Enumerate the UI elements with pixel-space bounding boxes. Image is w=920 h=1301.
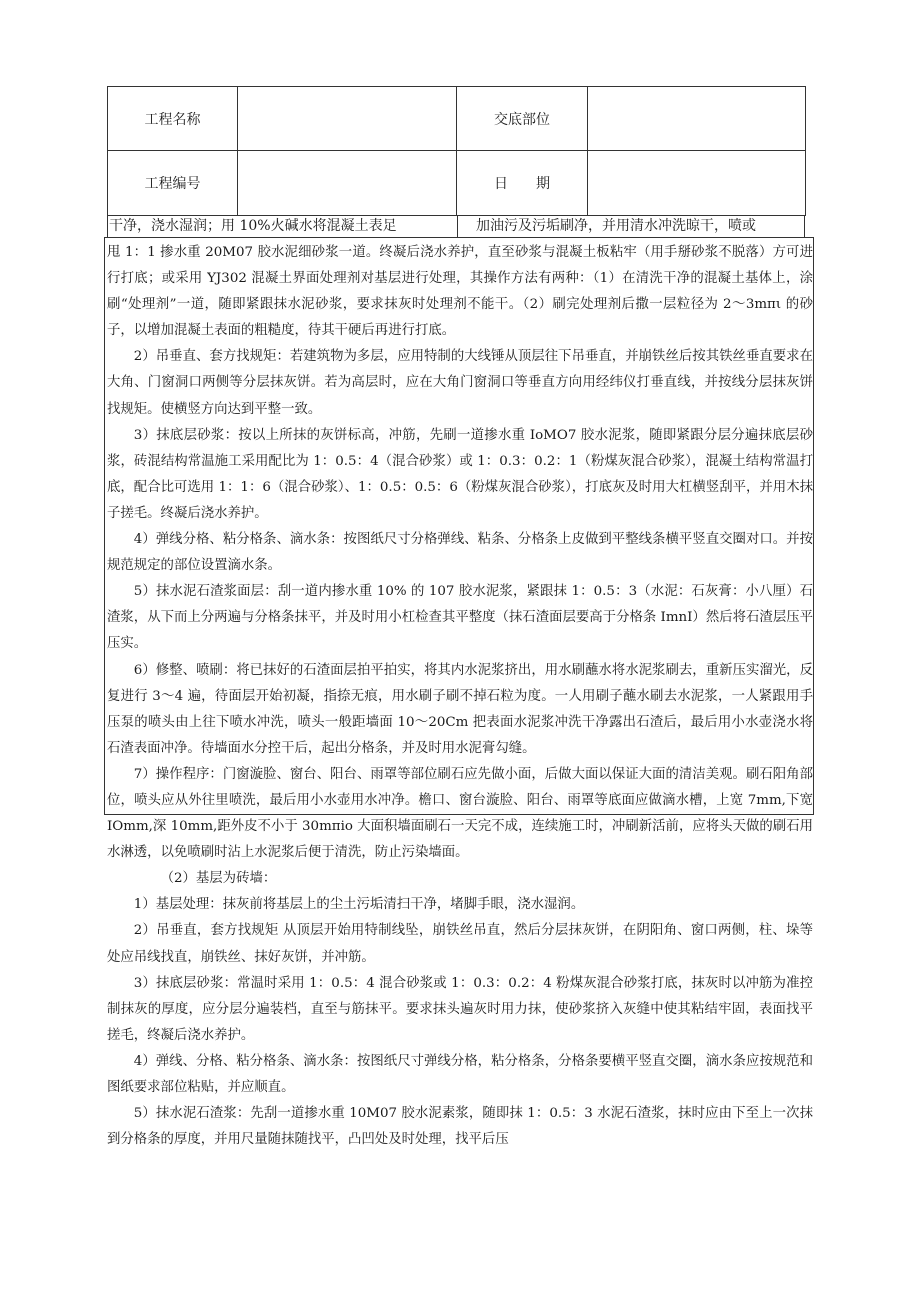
body-paragraph: 5）抹水泥石渣浆面层：刮一道内掺水重 10% 的 107 胶水泥浆，紧跟抹 1：0.5：3（水泥：石灰膏：小八厘）石渣浆，从下而上分两遍与分格条抹平，并及时用小杠检查其平整度（抹石渣面层要高于分格条 ImnI）然后将石渣层压平压实。 [107, 584, 813, 652]
header-table [107, 86, 806, 216]
project-name-value [238, 87, 457, 151]
date-value [588, 151, 806, 216]
project-no-value [238, 151, 457, 216]
date-label: 日 期 [457, 151, 588, 216]
body-paragraph: 5）抹水泥石渣浆：先刮一道掺水重 10M07 胶水泥素浆，随即抹 1：0.5：3 水泥石渣浆，抹时应由下至上一次抹到分格条的厚度，并用尺量随抹随找平，凸凹处及时处理，找平后压 [107, 1106, 813, 1148]
body-paragraph: 3）抹底层砂浆：按以上所抹的灰饼标高，冲筋，先刷一道掺水重 IoMO7 胶水泥浆，随即紧跟分层分遍抹底层砂浆，砖混结构常温施工采用配比为 1：0.5：4（混合砂浆）或 1：0.3：0.2：1（粉煤灰混合砂浆），混凝土结构常温打底，配合比可选用 1：1：6（混合砂浆）、1：0.5：0.5：6（粉煤灰混合砂浆），打底灰及时用大杠横竖刮平，并用木抹子搓毛。终凝后浇水养护。 [107, 427, 813, 521]
handover-part-value [588, 87, 806, 151]
project-name-label: 工程名称 [108, 87, 238, 151]
body-paragraph: 1）基层处理：抹灰前将基层上的尘土污垢清扫干净，堵脚手眼，浇水湿润。 [133, 897, 585, 913]
body-paragraph: （2）基层为砖墙： [160, 871, 277, 887]
split-text-row [107, 215, 805, 237]
body-paragraph: 7）操作程序：门窗漩脸、窗台、阳台、雨罩等部位刷石应先做小面，后做大面以保证大面的清洁美观。刷石阳角部位，喷头应从外往里喷洗，最后用小水壶用水冲净。檐口、窗台漩脸、阳台、雨罩等底面应做滴水槽，上宽 7mm,下宽 IOmm,深 10mm,距外皮不小于 30mπio 大面积墙面刷石一天完不成，连续施工时，冲刷新活前，应将头天做的刷石用水淋透，以免喷刷时沾上水泥浆后便于清洗，防止污染墙面。 [107, 766, 813, 861]
project-no-label: 工程编号 [108, 151, 238, 216]
header-row-2 [108, 151, 806, 216]
handover-part-label: 交底部位 [457, 87, 588, 151]
body-paragraph: 2）吊垂直、套方找规矩：若建筑物为多层，应用特制的大线锤从顶层往下吊垂直，并崩铁丝后按其铁丝垂直要求在大角、门窗洞口两侧等分层抹灰饼。若为高层时，应在大角门窗洞口等垂直方向用经纬仪打垂直线，并按线分层抹灰饼找规矩。使横竖方向达到平整一致。 [107, 349, 813, 417]
body-paragraph: 4）弹线分格、粘分格条、滴水条：按图纸尺寸分格弹线、粘条、分格条上皮做到平整线条横平竖直交圈对口。并按规范规定的部位设置滴水条。 [107, 532, 813, 574]
body-paragraph: 6）修整、喷刷：将已抹好的石渣面层拍平拍实，将其内水泥浆挤出，用水刷蘸水将水泥浆刷去，重新压实溜光，反复进行 3～4 遍，待面层开始初凝，指捺无痕，用水刷子刷不掉石粒为度。一人用刷子蘸水刷去水泥浆，一人紧跟用手压泵的喷头由上往下喷水冲洗，喷头一般距墙面 10～20Cm 把表面水泥浆冲洗干净露出石渣后，最后用小水壶浇水将石渣表面冲净。待墙面水分控干后，起出分格条，并及时用水泥膏勾缝。 [107, 662, 813, 756]
split-row-left-text: 干净，浇水湿润；用 10%火碱水将混凝土表足 [108, 215, 458, 237]
header-row-1 [108, 87, 806, 151]
content-box [104, 237, 814, 1148]
body-paragraph: 3）抹底层砂浆：常温时采用 1：0.5：4 混合砂浆或 1：0.3：0.2：4 粉煤灰混合砂浆打底，抹灰时以冲筋为准控制抹灰的厚度，应分层分遍装档，直至与筋抹平。要求抹头遍灰时用力抹，使砂浆挤入灰缝中使其粘结牢固，表面找平搓毛，终凝后浇水养护。 [107, 975, 813, 1043]
split-row-right-text: 加油污及污垢刷净，并用清水冲洗晾干，喷或 [476, 218, 756, 234]
body-paragraph: 甩 1：1 掺水重 20M07 胶水泥细砂浆一道。终凝后浇水养护，直至砂浆与混凝土板粘牢（用手掰砂浆不脱落）方可进行打底；或采用 YJ302 混凝土界面处理剂对基层进行处理，其操作方法有两种：（1）在清洗干净的混凝土基体上，涂刷“处理剂”一道，随即紧跟抹水泥砂浆，要求抹灰时处理剂不能干。（2）刷完处理剂后撒一层粒径为 2～3mπι 的砂子，以增加混凝土表面的粗糙度，待其干硬后再进行打底。 [107, 245, 813, 339]
body-paragraph: 2）吊垂直，套方找规矩 从顶层开始用特制线坠，崩铁丝吊直，然后分层抹灰饼，在阴阳角、窗口两侧，柱、垛等处应吊线找直，崩铁丝、抹好灰饼，并冲筋。 [107, 923, 813, 965]
body-paragraph: 4）弹线、分格、粘分格条、滴水条：按图纸尺寸弹线分格，粘分格条，分格条要横平竖直交圈，滴水条应按规范和图纸要求部位粘贴，并应顺直。 [107, 1053, 813, 1095]
